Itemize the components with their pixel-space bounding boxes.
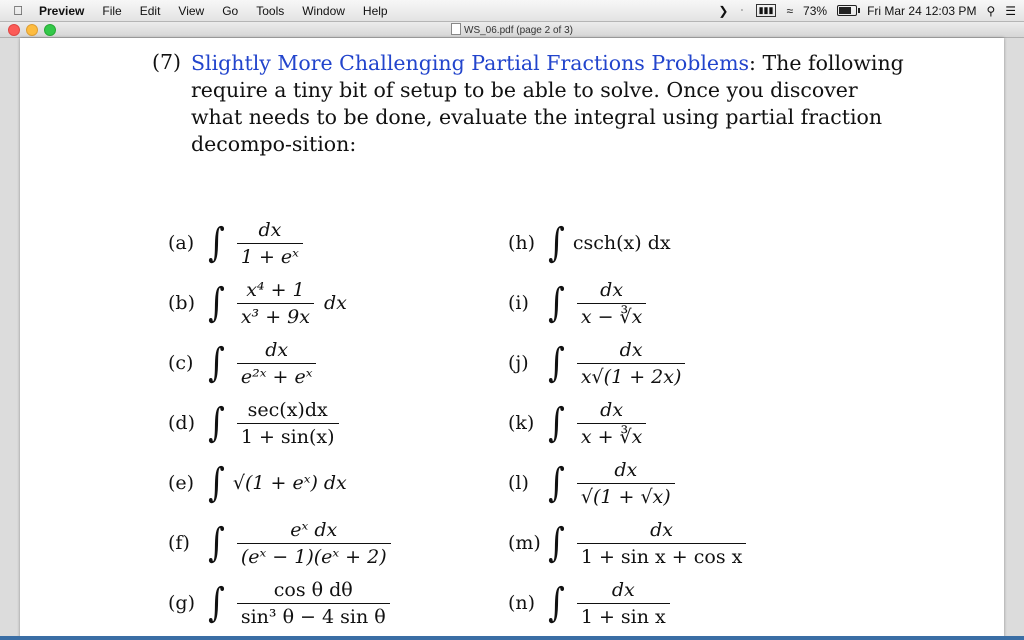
apple-menu-icon[interactable] <box>6 3 30 18</box>
battery-percent[interactable]: 73% <box>803 3 828 18</box>
problem-l: (l) ∫ $\frac{dx}{√(1 + √x)}$ <box>508 454 679 512</box>
integral-sign: ∫ <box>208 220 225 266</box>
status-area <box>718 0 1016 21</box>
spotlight-search-icon[interactable]: ⚲ <box>986 3 996 18</box>
pdf-page[interactable] <box>20 38 1004 638</box>
fraction: $\frac{dx}{\text{1 + sin x}}$ <box>577 579 670 628</box>
problem-k: (k) ∫ $\frac{dx}{x + ∛x}$ <box>508 394 650 452</box>
menu-edit[interactable]: Edit <box>139 3 161 18</box>
fraction: $\frac{\text{eˣ dx}}{\text{(eˣ − 1)(eˣ + 2)}}$ <box>237 519 391 568</box>
fraction: $\frac{dx}{√(1 + √x)}$ <box>577 459 675 508</box>
problem-g: (g) ∫ $\frac{\text{cos θ dθ}}{\text{sin³ θ − 4 sin θ}}$ <box>168 574 394 632</box>
notification-center-icon[interactable]: ☰ <box>1005 3 1016 18</box>
battery-meter-icon[interactable]: ▮▮▮ <box>756 4 777 17</box>
integral-sign: ∫ <box>548 520 565 566</box>
battery-icon[interactable] <box>837 5 857 16</box>
menu-window[interactable]: Window <box>302 3 345 18</box>
fraction: $\frac{dx}{\text{1 + sin x + cos x}}$ <box>577 519 747 568</box>
desktop-edge <box>0 636 1024 640</box>
fraction: $\frac{dx}{\text{1 + eˣ}}$ <box>237 219 303 268</box>
problem-c: (c) ∫ $\frac{dx}{\text{e²ˣ + eˣ}}$ <box>168 334 320 392</box>
intro-text: : The following require a tiny bit of setup to be able to solve. Once you discover what needs to be done, evaluate the integral using partial fraction decompo-sition: <box>191 51 904 156</box>
integral-sign: ∫ <box>548 280 565 326</box>
fraction: $\frac{dx}{x√(1 + 2x)}$ <box>577 339 686 388</box>
title-bar[interactable] <box>0 22 1024 38</box>
integral-sign: ∫ <box>208 400 225 446</box>
problem-number: (7) <box>152 50 182 74</box>
menu-view[interactable]: View <box>178 3 205 18</box>
integral-sign: ∫ <box>548 400 565 446</box>
problem-h: (h) ∫ csch(x) dx <box>508 220 671 266</box>
problem-m: (m) ∫ $\frac{dx}{\text{1 + sin x + cos x}}$ <box>508 514 750 572</box>
fraction: $\frac{dx}{x - ∛x}$ <box>577 279 647 328</box>
problem-j: (j) ∫ $\frac{dx}{x√(1 + 2x)}$ <box>508 334 689 392</box>
fraction: $\frac{dx}{x + ∛x}$ <box>577 399 647 448</box>
fraction: $\frac{\text{x⁴ + 1}}{\text{x³ + 9x}}$ <box>237 279 314 328</box>
integral-sign: ∫ <box>208 340 225 386</box>
menu-file[interactable]: File <box>102 3 122 18</box>
menu-tools[interactable]: Tools <box>256 3 285 18</box>
menu-preview[interactable]: Preview <box>39 3 85 18</box>
chevron-right-icon[interactable]: ❯ <box>718 3 729 18</box>
integral-sign: ∫ <box>208 280 225 326</box>
problem-e: (e) ∫ √(1 + eˣ) dx <box>168 460 347 506</box>
integral-sign: ∫ <box>208 460 225 506</box>
problem-i: (i) ∫ $\frac{dx}{x - ∛x}$ <box>508 274 650 332</box>
menu-bar <box>0 0 1024 22</box>
integral-sign: ∫ <box>548 340 565 386</box>
integral-sign: ∫ <box>208 520 225 566</box>
window-title: WS_06.pdf (page 2 of 3) <box>0 23 1024 38</box>
pdf-document-icon <box>451 23 461 35</box>
problem-d: (d) ∫ $\frac{\sec(x)dx}{1 + \sin(x)}$ <box>168 394 343 452</box>
fraction: $\frac{\sec(x)dx}{1 + \sin(x)}$ <box>237 399 339 448</box>
wifi-icon[interactable]: ≈ <box>786 3 794 18</box>
menu-help[interactable]: Help <box>362 3 388 18</box>
section-heading: Slightly More Challenging Partial Fractions Problems <box>191 51 750 75</box>
fraction: $\frac{dx}{\text{e²ˣ + eˣ}}$ <box>237 339 317 388</box>
preview-window <box>0 22 1024 636</box>
integral-sign: ∫ <box>208 580 225 626</box>
menu-go[interactable]: Go <box>222 3 239 18</box>
intro-paragraph <box>191 50 913 158</box>
bluetooth-icon[interactable]: ᛫ <box>738 3 746 18</box>
problem-n: (n) ∫ $\frac{dx}{\text{1 + sin x}}$ <box>508 574 674 632</box>
clock[interactable]: Fri Mar 24 12:03 PM <box>867 3 977 18</box>
problem-b: (b) ∫ $\frac{\text{x⁴ + 1}}{\text{x³ + 9x}}$ dx <box>168 278 347 328</box>
integral-sign: ∫ <box>548 220 565 266</box>
fraction: $\frac{\text{cos θ dθ}}{\text{sin³ θ − 4 sin θ}}$ <box>237 579 390 628</box>
integral-sign: ∫ <box>548 460 565 506</box>
integral-sign: ∫ <box>548 580 565 626</box>
problem-a: (a) ∫ $\frac{dx}{\text{1 + eˣ}}$ <box>168 214 307 272</box>
problem-f: (f) ∫ $\frac{\text{eˣ dx}}{\text{(eˣ − 1)(eˣ + 2)}}$ <box>168 514 395 572</box>
